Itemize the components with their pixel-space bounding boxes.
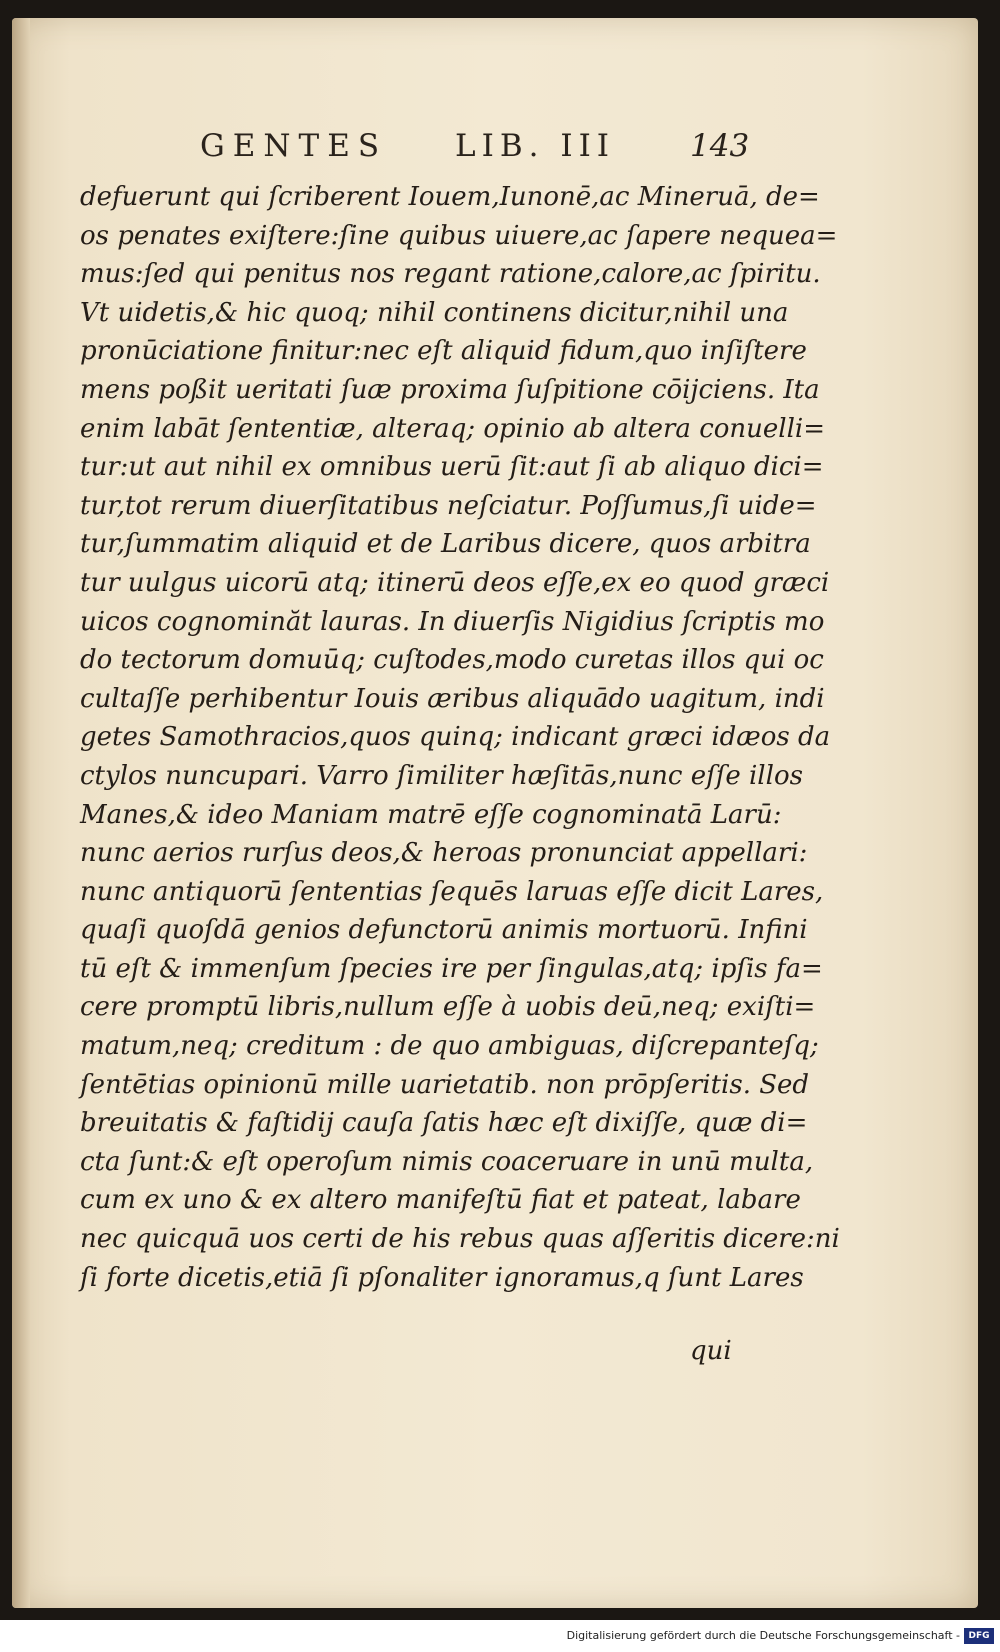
text-line: matum,neq; creditum : de quo ambiguas, diſcrepanteſq; [80,1031,819,1062]
text-line: defuerunt qui ſcriberent Iouem,Iunonē,ac Mineruā, de= [80,182,820,212]
body-text [80,178,840,1297]
text-line: ctylos nuncupari. Varro ſimiliter hæſitās,nunc eſſe illos [80,760,803,791]
text-line: do tectorum domuūq; cuſtodes,modo curetas illos qui oc [80,645,824,676]
text-line: tur:ut aut nihil ex omnibus uerū ſit:aut ſi ab aliquo dici= [80,452,824,483]
text-line: cta ſunt:& eſt operoſum nimis coaceruare in unū multa, [80,1146,814,1177]
text-line: Vt uidetis,& hic quoq; nihil continens dicitur,nihil una [80,297,789,328]
funding-notice: Digitalisierung gefördert durch die Deutsche Forschungsgemeinschaft - [566,1629,960,1642]
page-gutter [12,18,30,1608]
running-head [200,128,780,168]
text-line: nec quicquā uos certi de his rebus quas aſſeritis dicere:ni [80,1224,840,1255]
text-line: ſentētias opinionū mille uarietatib. non prōpſeritis. Sed [80,1069,810,1100]
text-line: nunc antiquorū ſententias ſequēs laruas eſſe dicit Lares, [80,876,824,907]
text-line: uicos cognominăt lauras. In diuerſis Nigidius ſcriptis mo [80,606,825,637]
text-line: os penates exiſtere:ſine quibus uiuere,ac ſapere nequea= [80,220,838,251]
text-line: breuitatis & faſtidij cauſa ſatis hæc eſt dixiſſe, quæ di= [80,1108,808,1139]
text-line: tur,ſummatim aliquid et de Laribus dicere, quos arbitra [80,529,811,560]
text-line: mus:ſed qui penitus nos regant ratione,calore,ac ſpiritu. [80,259,821,290]
running-head-book: LIB. III [455,128,616,164]
text-line: mens poßit ueritati ſuæ proxima ſuſpitione cōijciens. Ita [80,374,820,405]
text-line: enim labāt ſententiæ, alteraq; opinio ab altera conuelli= [80,413,826,444]
text-line: pronūciatione finitur:nec eſt aliquid fidum,quo inſiſtere [80,336,807,367]
catchword: qui [690,1336,732,1366]
text-line: getes Samothracios,quos quinq; indicant græci idæos da [80,722,831,753]
text-line: tur,tot rerum diuerſitatibus neſciatur. Poſſumus,ſi uide= [80,490,817,521]
running-head-title: GENTES [200,128,388,164]
text-line: cultaſſe perhibentur Iouis æribus aliquādo uagitum, indi [80,683,825,714]
text-line: cum ex uno & ex altero manifeſtū fiat et pateat, labare [80,1185,801,1216]
text-line: cere promptū libris,nullum eſſe à uobis deū,neq; exiſti= [80,992,816,1023]
footer-bar [0,1620,1000,1652]
dfg-logo: DFG [964,1628,994,1644]
text-line: Manes,& ideo Maniam matrē eſſe cognominatā Larū: [80,799,782,830]
text-line: ſi forte dicetis,etiā ſi pſonaliter ignoramus,q ſunt Lares [80,1262,804,1293]
text-line: tur uulgus uicorū atq; itinerū deos eſſe,ex eo quod græci [80,567,830,598]
text-line: nunc aerios rurſus deos,& heroas pronunciat appellari: [80,838,808,869]
text-line: tū eſt & immenſum ſpecies ire per ſingulas,atq; ipſis fa= [80,953,823,984]
text-line: quaſi quoſdā genios defunctorū animis mortuorū. Infini [80,915,808,946]
folio-number: 143 [690,128,750,164]
